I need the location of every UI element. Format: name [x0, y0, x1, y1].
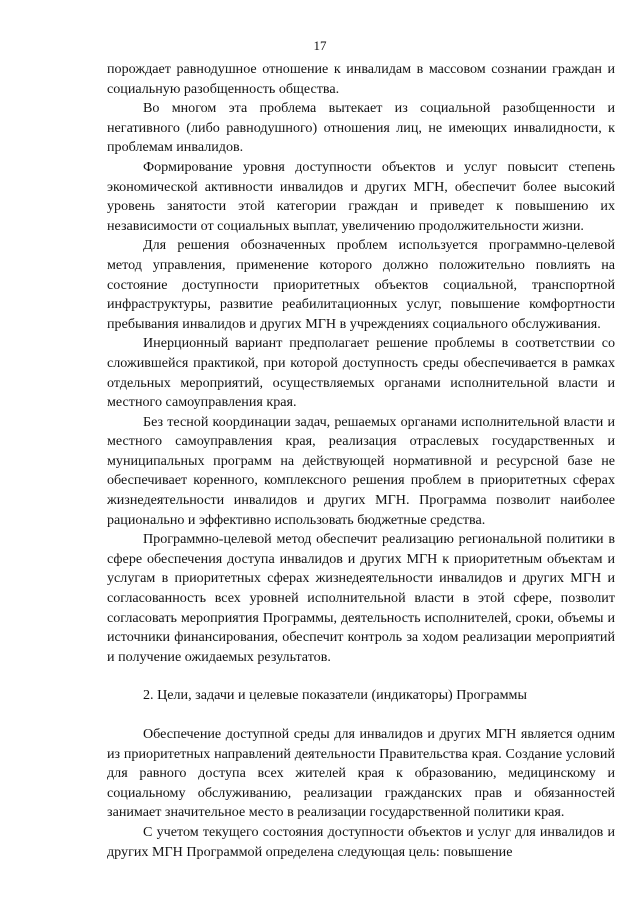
paragraph: Формирование уровня доступности объектов и услуг повысит степень экономической активности инвалидов и других МГН, обеспечит более высокий уровень занятости этой категории граждан и приведет к повышению их независимости от социальных выплат, увеличению продолжительности жизни. [107, 158, 615, 234]
paragraph: С учетом текущего состояния доступности объектов и услуг для инвалидов и других МГН Программой определена следующая цель: повышение [107, 823, 615, 860]
document-body [107, 60, 615, 862]
paragraph: Во многом эта проблема вытекает из социальной разобщенности и негативного (либо равнодушного) отношения лиц, не имеющих инвалидности, к проблемам инвалидов. [107, 100, 615, 156]
paragraph: Без тесной координации задач, решаемых органами исполнительной власти и местного самоуправления края, реализация отраслевых государственных и муниципальных программ на действующей нормативной и ресурсной базе не обеспечивает коренного, комплексного решения проблем в приоритетных сферах жизнедеятельности инвалидов и других МГН. Программа позволит наиболее рационально и эффективно использовать бюджетные средства. [107, 413, 615, 528]
page-number: 17 [313, 38, 327, 53]
paragraph: порождает равнодушное отношение к инвалидам в массовом сознании граждан и социальную разобщенность общества. [107, 61, 615, 97]
section-spacer [107, 667, 615, 686]
paragraph: Программно-целевой метод обеспечит реализацию региональной политики в сфере обеспечения доступа инвалидов и других МГН к приоритетным объектам и услугам в приоритетных сферах жизнедеятельности инвалидов и других МГН и согласованность всех уровней исполнительной власти в этой сфере, позволит согласовать мероприятия Программы, деятельность исполнителей, сроки, объемы и источники финансирования, обеспечит контроль за ходом реализации мероприятий и получение ожидаемых результатов. [107, 531, 615, 665]
section-heading: 2. Цели, задачи и целевые показатели (индикаторы) Программы [143, 687, 527, 704]
section-spacer [107, 706, 615, 725]
paragraph: Обеспечение доступной среды для инвалидов и других МГН является одним из приоритетных направлений деятельности Правительства края. Создание условий для равного доступа всех жителей края к образованию, медицинскому и социальному обслуживанию, реализации гражданских прав и обязанностей занимает значительное место в реализации государственной политики края. [107, 726, 615, 821]
paragraph: Для решения обозначенных проблем используется программно-целевой метод управления, применение которого должно положительно повлиять на состояние доступности приоритетных объектов социальной, транспортной инфраструктуры, развитие реабилитационных услуг, повышение комфортности пребывания инвалидов и других МГН в учреждениях социального обслуживания. [107, 237, 615, 332]
paragraph: Инерционный вариант предполагает решение проблемы в соответствии со сложившейся практикой, при которой доступность среды обеспечивается в рамках отдельных мероприятий, осуществляемых органами исполнительной власти и местного самоуправления края. [107, 335, 615, 411]
